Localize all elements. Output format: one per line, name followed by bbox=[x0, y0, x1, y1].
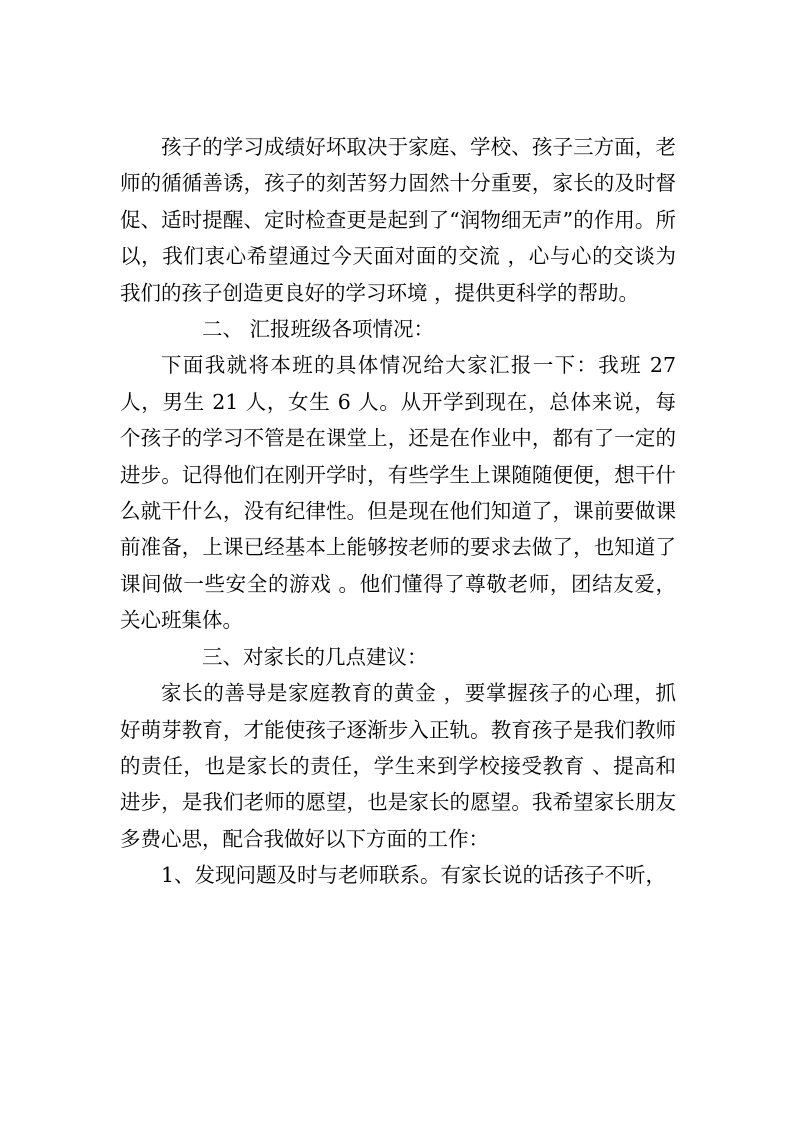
suggestion-item-1: 1、发现问题及时与老师联系。有家长说的话孩子不听， bbox=[161, 863, 667, 888]
class-report-paragraph: 下面我就将本班的具体情况给大家汇报一下：我班 27 人，男生 21 人，女生 6 人。从开学到现在，总体来说，每个孩子的学习不管是在课堂上，还是在作业中，都有了一定的进步。记得他们在刚开学时，有些学生上课随随便便，想干什么就干什么，没有纪律性。但是现在他们知道了，课前要做课前准备，上课已经基本上能够按老师的要求去做了，也知道了课间做一些安全的游戏 。他们懂得了尊敬老师，团结友爱，关心班集体。 bbox=[120, 353, 676, 633]
document-body bbox=[120, 129, 676, 894]
parent-suggestions-paragraph: 家长的善导是家庭教育的黄金 ，要掌握孩子的心理，抓好萌芽教育，才能使孩子逐渐步入正轨。教育孩子是我们教师的责任，也是家长的责任，学生来到学校接受教育 、提高和进步，是我们老师的愿望，也是家长的愿望。我希望家长朋友多费心思，配合我做好以下方面的工作： bbox=[120, 681, 676, 851]
section-heading-parent-suggestions: 三、对家长的几点建议： bbox=[202, 644, 428, 669]
section-heading-class-report: 二、 汇报班级各项情况： bbox=[202, 317, 435, 342]
intro-paragraph: 孩子的学习成绩好坏取决于家庭、学校、孩子三方面，老师的循循善诱，孩子的刻苦努力固然十分重要，家长的及时督促、适时提醒、定时检查更是起到了“润物细无声”的作用。所以，我们衷心希望通过今天面对面的交流 ，心与心的交谈为我们的孩子创造更良好的学习环境 ，提供更科学的帮助。 bbox=[120, 135, 676, 305]
